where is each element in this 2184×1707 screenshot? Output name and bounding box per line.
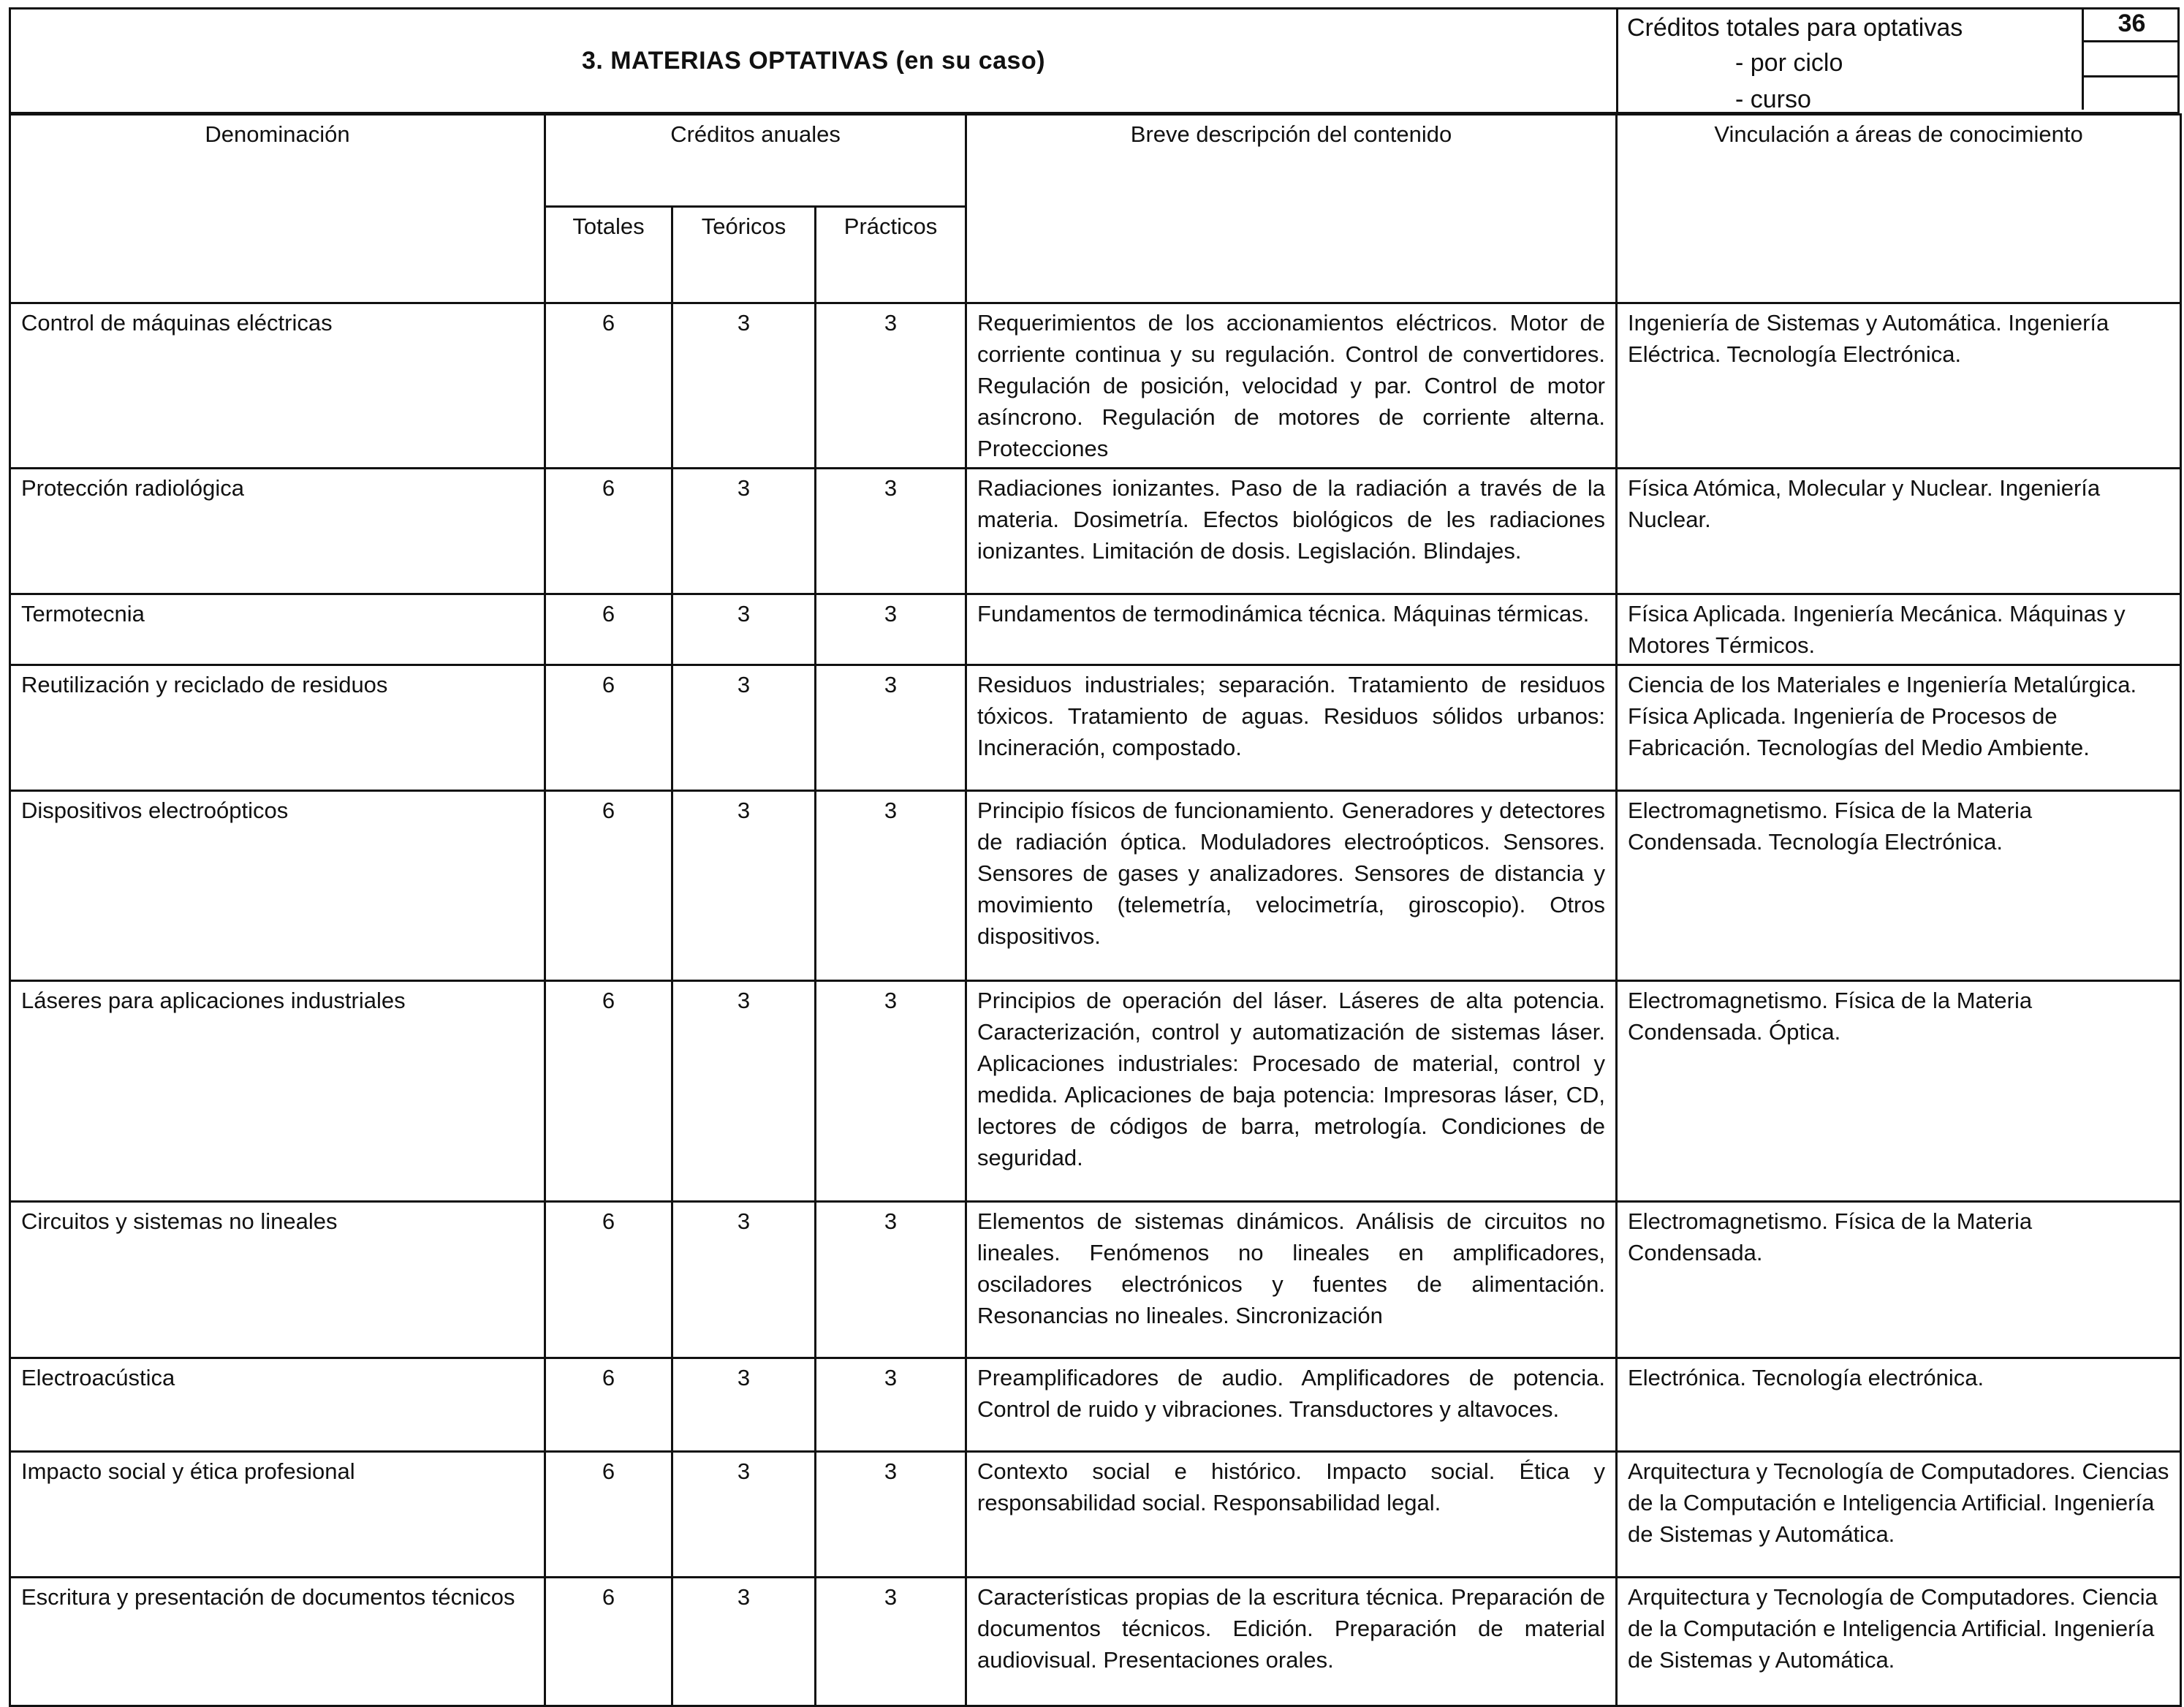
table-row [10,1578,2181,1706]
total-credits-label: Créditos totales para optativas [1627,14,1963,42]
col-annual-credits-header: Créditos anuales [545,115,966,207]
subject-description: Contexto social e histórico. Impacto social. Ética y responsabilidad social. Responsabilidad legal. [966,1452,1617,1578]
credits-practicos: 3 [816,1202,966,1358]
knowledge-areas: Física Aplicada. Ingeniería Mecánica. Máquinas y Motores Térmicos. [1617,594,2181,665]
knowledge-areas: Electromagnetismo. Física de la Materia Condensada. Óptica. [1617,981,2181,1202]
subject-description: Principio físicos de funcionamiento. Generadores y detectores de radiación óptica. Moduladores electroópticos. Sensores. Sensores de gases y analizadores. Sensores de distancia y movimiento (telemetría, velocimetría, giroscopio). Otros dispositivos. [966,791,1617,981]
subject-description: Residuos industriales; separación. Tratamiento de residuos tóxicos. Tratamiento de aguas. Residuos sólidos urbanos: Incineración, compostado. [966,665,1617,791]
per-cycle-value [2082,42,2180,77]
course-label: - curso [1735,86,1811,113]
optional-subjects-table [9,113,2182,1707]
subject-description: Elementos de sistemas dinámicos. Análisis de circuitos no lineales. Fenómenos no lineales en amplificadores, osciladores electrónicos y fuentes de alimentación. Resonancias no lineales. Sincronización [966,1202,1617,1358]
subject-description: Características propias de la escritura técnica. Preparación de documentos técnicos. Edición. Preparación de material audiovisual. Presentaciones orales. [966,1578,1617,1706]
table-row [10,469,2181,594]
credits-practicos: 3 [816,1578,966,1706]
col-description-header: Breve descripción del contenido [966,115,1617,303]
knowledge-areas: Ingeniería de Sistemas y Automática. Ingeniería Eléctrica. Tecnología Electrónica. [1617,303,2181,469]
subject-name: Termotecnia [10,594,545,665]
header-row-1 [10,115,2181,207]
credits-totales: 6 [545,1578,672,1706]
knowledge-areas: Electromagnetismo. Física de la Materia Condensada. Tecnología Electrónica. [1617,791,2181,981]
col-name-header: Denominación [10,115,545,303]
subject-description: Radiaciones ionizantes. Paso de la radiación a través de la materia. Dosimetría. Efectos biológicos de les radiaciones ionizantes. Limitación de dosis. Legislación. Blindajes. [966,469,1617,594]
table-row [10,665,2181,791]
credits-practicos: 3 [816,981,966,1202]
credits-teoricos: 3 [672,1578,816,1706]
subject-name: Circuitos y sistemas no lineales [10,1202,545,1358]
table-row [10,594,2181,665]
credits-practicos: 3 [816,665,966,791]
course-value [2082,77,2180,110]
credits-totales: 6 [545,1452,672,1578]
credits-teoricos: 3 [672,1202,816,1358]
subject-name: Reutilización y reciclado de residuos [10,665,545,791]
credits-teoricos: 3 [672,791,816,981]
credits-totales: 6 [545,594,672,665]
credits-totales: 6 [545,981,672,1202]
credits-teoricos: 3 [672,1452,816,1578]
credits-teoricos: 3 [672,665,816,791]
knowledge-areas: Electrónica. Tecnología electrónica. [1617,1358,2181,1452]
credits-teoricos: 3 [672,469,816,594]
subject-description: Requerimientos de los accionamientos eléctricos. Motor de corriente continua y su regulación. Control de convertidores. Regulación de posición, velocidad y par. Control de motor asíncrono. Regulación de motores de corriente alterna. Protecciones [966,303,1617,469]
subject-description: Preamplificadores de audio. Amplificadores de potencia. Control de ruido y vibraciones. Transductores y altavoces. [966,1358,1617,1452]
credits-teoricos: 3 [672,303,816,469]
subject-name: Impacto social y ética profesional [10,1452,545,1578]
table-row [10,1358,2181,1452]
col-practice-header: Prácticos [816,207,966,303]
credits-totales: 6 [545,665,672,791]
table-row [10,981,2181,1202]
credits-totales: 6 [545,303,672,469]
subject-description: Principios de operación del láser. Láseres de alta potencia. Caracterización, control y automatización de sistemas láser. Aplicaciones industriales: Procesado de material, control y medida. Aplicaciones de baja potencia: Impresoras láser, CD, lectores de códigos de barra, metrología. Condiciones de seguridad. [966,981,1617,1202]
credits-totales: 6 [545,469,672,594]
per-cycle-label: - por ciclo [1735,49,1843,77]
document-page [9,7,2184,1689]
knowledge-areas: Arquitectura y Tecnología de Computadores. Ciencias de la Computación e Inteligencia Artificial. Ingeniería de Sistemas y Automática. [1617,1452,2181,1578]
credits-practicos: 3 [816,594,966,665]
subject-name: Protección radiológica [10,469,545,594]
total-credits-value: 36 [2082,7,2180,42]
section-header [9,7,2180,114]
col-totals-header: Totales [545,207,672,303]
credits-practicos: 3 [816,1452,966,1578]
table-row [10,1452,2181,1578]
subject-name: Electroacústica [10,1358,545,1452]
subject-name: Control de máquinas eléctricas [10,303,545,469]
knowledge-areas: Electromagnetismo. Física de la Materia Condensada. [1617,1202,2181,1358]
col-areas-header: Vinculación a áreas de conocimiento [1617,115,2181,303]
credits-totales: 6 [545,791,672,981]
credits-totales: 6 [545,1202,672,1358]
credits-teoricos: 3 [672,1358,816,1452]
credits-practicos: 3 [816,469,966,594]
credits-teoricos: 3 [672,594,816,665]
table-row [10,791,2181,981]
subject-name: Escritura y presentación de documentos técnicos [10,1578,545,1706]
credits-totales: 6 [545,1358,672,1452]
knowledge-areas: Física Atómica, Molecular y Nuclear. Ingeniería Nuclear. [1617,469,2181,594]
subject-name: Láseres para aplicaciones industriales [10,981,545,1202]
credits-teoricos: 3 [672,981,816,1202]
col-theory-header: Teóricos [672,207,816,303]
subject-name: Dispositivos electroópticos [10,791,545,981]
credits-practicos: 3 [816,303,966,469]
table-row [10,1202,2181,1358]
table-row [10,303,2181,469]
subject-description: Fundamentos de termodinámica técnica. Máquinas térmicas. [966,594,1617,665]
knowledge-areas: Ciencia de los Materiales e Ingeniería Metalúrgica. Física Aplicada. Ingeniería de Procesos de Fabricación. Tecnologías del Medio Ambiente. [1617,665,2181,791]
credits-practicos: 3 [816,791,966,981]
knowledge-areas: Arquitectura y Tecnología de Computadores. Ciencia de la Computación e Inteligencia Artificial. Ingeniería de Sistemas y Automática. [1617,1578,2181,1706]
section-title: 3. MATERIAS OPTATIVAS (en su caso) [581,46,1046,75]
credits-practicos: 3 [816,1358,966,1452]
